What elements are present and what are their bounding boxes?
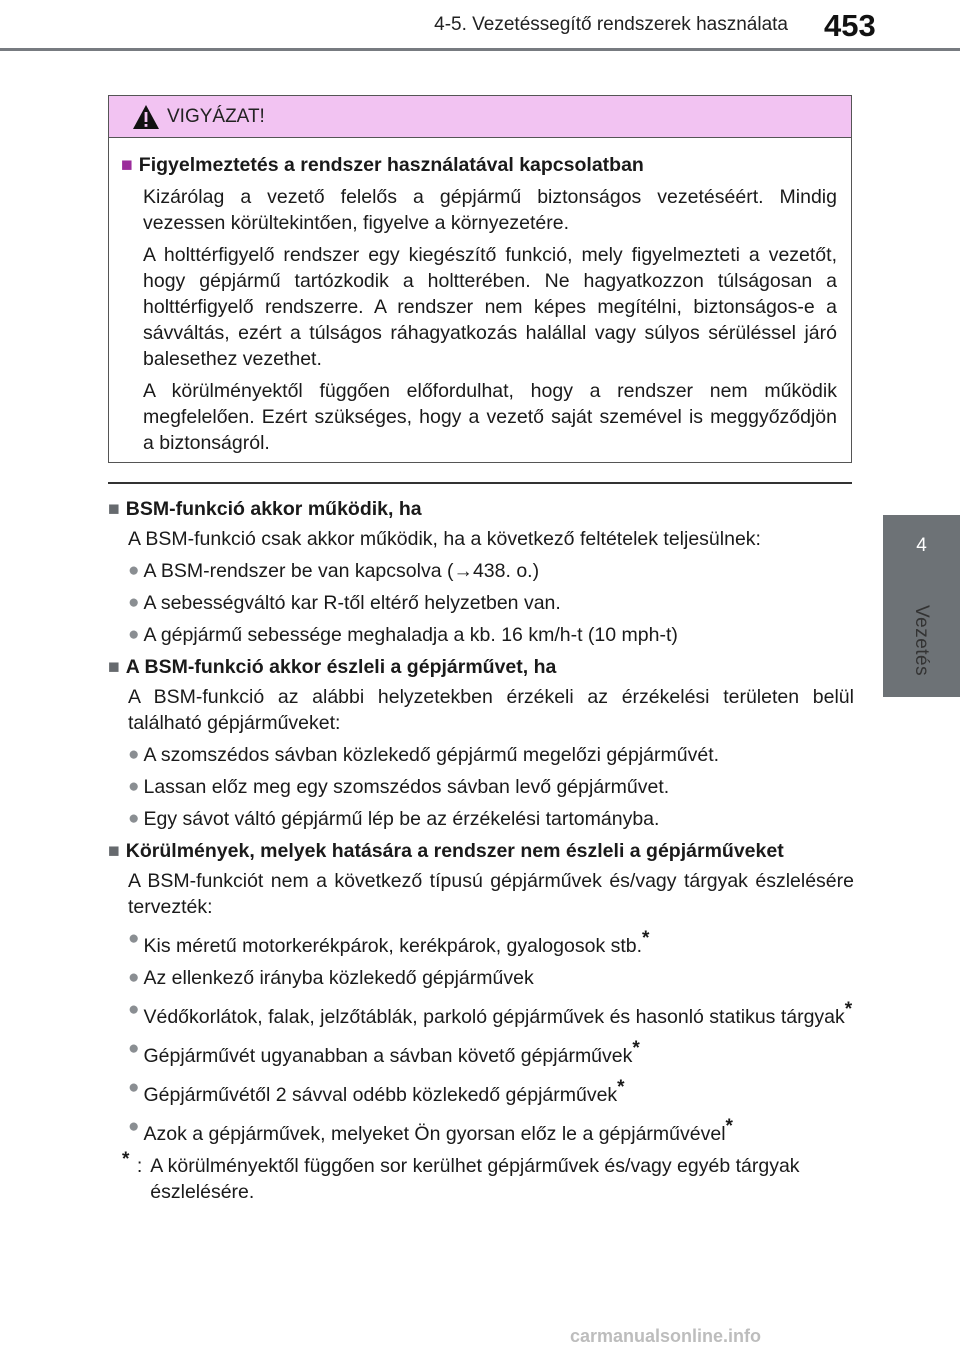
section-heading-text: BSM-funkció akkor működik, ha bbox=[125, 498, 422, 520]
square-bullet-icon: ■ bbox=[108, 840, 120, 862]
square-bullet-icon: ■ bbox=[121, 154, 133, 176]
section-heading bbox=[108, 496, 854, 522]
list-item bbox=[128, 926, 854, 959]
footnote-star: * bbox=[844, 999, 853, 1020]
list-item bbox=[128, 590, 854, 616]
bullet-dot-icon: ● bbox=[128, 928, 140, 949]
caution-title: VIGYÁZAT! bbox=[167, 105, 265, 127]
section-intro: A BSM-funkció csak akkor működik, ha a következő feltételek teljesülnek: bbox=[128, 528, 761, 550]
page-number: 453 bbox=[824, 8, 876, 43]
list-item-text: Gépjárművét ugyanabban a sávban követő gépjárművek bbox=[143, 1045, 633, 1067]
footnote-star: * bbox=[725, 1116, 733, 1137]
list-item bbox=[128, 742, 854, 768]
footnote-text: A körülményektől függően sor kerülhet gépjárművek és/vagy egyéb tárgyak észlelésére. bbox=[150, 1155, 800, 1203]
watermark: carmanualsonline.info bbox=[570, 1326, 762, 1346]
list-item bbox=[128, 1036, 854, 1069]
caution-heading bbox=[121, 152, 837, 178]
list-item-text: A gépjármű sebessége meghaladja a kb. 16 km/h-t (10 mph-t) bbox=[143, 624, 678, 646]
section-heading bbox=[108, 838, 854, 864]
chapter-number: 4 bbox=[916, 535, 927, 556]
main-content bbox=[108, 490, 854, 1205]
bullet-dot-icon: ● bbox=[128, 776, 140, 797]
list-item-text: Az ellenkező irányba közlekedő gépjárművek bbox=[143, 967, 534, 989]
section-intro: A BSM-funkció az alábbi helyzetekben érzékeli az érzékelési területen belül található gépjárműveket: bbox=[128, 686, 854, 734]
footnote-star: * bbox=[632, 1038, 640, 1059]
bullet-dot-icon: ● bbox=[128, 592, 140, 613]
caution-box bbox=[108, 95, 852, 463]
section-intro: A BSM-funkciót nem a következő típusú gépjárművek és/vagy tárgyak észlelésére tervezték: bbox=[128, 870, 854, 918]
bullet-dot-icon: ● bbox=[128, 624, 140, 645]
list-item-text: A sebességváltó kar R-től eltérő helyzetben van. bbox=[143, 592, 561, 614]
chapter-title: 4-5. Vezetéssegítő rendszerek használata bbox=[434, 14, 788, 35]
list-item-text: Egy sávot váltó gépjármű lép be az érzékelési tartományba. bbox=[143, 808, 660, 830]
bullet-dot-icon: ● bbox=[128, 967, 140, 988]
list-item bbox=[128, 622, 854, 648]
list-item-text: Védőkorlátok, falak, jelzőtáblák, parkoló gépjárművek és hasonló statikus tárgyak bbox=[143, 1006, 845, 1028]
warning-triangle-icon bbox=[131, 103, 161, 131]
list-item bbox=[128, 1075, 854, 1108]
list-item-text: A szomszédos sávban közlekedő gépjármű megelőzi gépjárművét. bbox=[143, 744, 720, 766]
caution-header bbox=[109, 96, 851, 138]
list-item bbox=[128, 774, 854, 800]
footnote-colon: : bbox=[136, 1155, 143, 1177]
footnote-star: * bbox=[122, 1149, 130, 1170]
list-item-text: A BSM-rendszer be van kapcsolva (→438. o.) bbox=[143, 560, 540, 582]
list-item bbox=[128, 558, 854, 584]
caution-body bbox=[109, 138, 851, 456]
section-heading bbox=[108, 654, 854, 680]
list-item-text: Azok a gépjárművek, melyeket Ön gyorsan előz le a gépjárművével bbox=[143, 1123, 726, 1145]
footnote-star: * bbox=[617, 1077, 625, 1098]
list-item bbox=[128, 806, 854, 832]
chapter-label: Vezetés bbox=[911, 605, 932, 677]
section-heading-text: Körülmények, melyek hatására a rendszer nem észleli a gépjárműveket bbox=[125, 840, 784, 862]
list-item-text: Lassan előz meg egy szomszédos sávban levő gépjárművet. bbox=[143, 776, 670, 798]
square-bullet-icon: ■ bbox=[108, 498, 120, 520]
caution-paragraph: Kizárólag a vezető felelős a gépjármű biztonságos vezetéséért. Mindig vezessen körültekintően, figyelve a környezetére. bbox=[143, 186, 837, 234]
bullet-dot-icon: ● bbox=[128, 999, 140, 1020]
list-item bbox=[128, 1114, 854, 1147]
footnote bbox=[122, 1149, 854, 1205]
caution-paragraph: A holttérfigyelő rendszer egy kiegészítő funkció, mely figyelmezteti a vezetőt, hogy gépjármű tartózkodik a holtterében. Ne hagyatkozzon túlságosan a holttérfigyelő rendszerre. A rendszer nem képes megítélni, biztonságos-e a sávváltás, ezért a túlságos ráhagyatkozás halállal vagy súlyos sérüléssel járó balesethez vezethet. bbox=[143, 244, 837, 370]
header-divider bbox=[0, 48, 960, 51]
square-bullet-icon: ■ bbox=[108, 656, 120, 678]
caution-heading-text: Figyelmeztetés a rendszer használatával kapcsolatban bbox=[138, 154, 644, 176]
bullet-dot-icon: ● bbox=[128, 560, 140, 581]
bullet-dot-icon: ● bbox=[128, 1116, 140, 1137]
bullet-dot-icon: ● bbox=[128, 744, 140, 765]
footnote-star: * bbox=[642, 928, 650, 949]
bullet-dot-icon: ● bbox=[128, 808, 140, 829]
list-item-text: Kis méretű motorkerékpárok, kerékpárok, gyalogosok stb. bbox=[143, 935, 643, 957]
section-heading-text: A BSM-funkció akkor észleli a gépjárművet, ha bbox=[125, 656, 557, 678]
bullet-dot-icon: ● bbox=[128, 1077, 140, 1098]
list-item bbox=[128, 997, 854, 1030]
bullet-dot-icon: ● bbox=[128, 1038, 140, 1059]
list-item-text: Gépjárművétől 2 sávval odébb közlekedő gépjárművek bbox=[143, 1084, 618, 1106]
caution-paragraph: A körülményektől függően előfordulhat, hogy a rendszer nem működik megfelelően. Ezért szükséges, hogy a vezető saját szemével is meggyőződjön a biztonságról. bbox=[143, 380, 837, 454]
section-divider bbox=[108, 482, 852, 484]
list-item bbox=[128, 965, 854, 991]
